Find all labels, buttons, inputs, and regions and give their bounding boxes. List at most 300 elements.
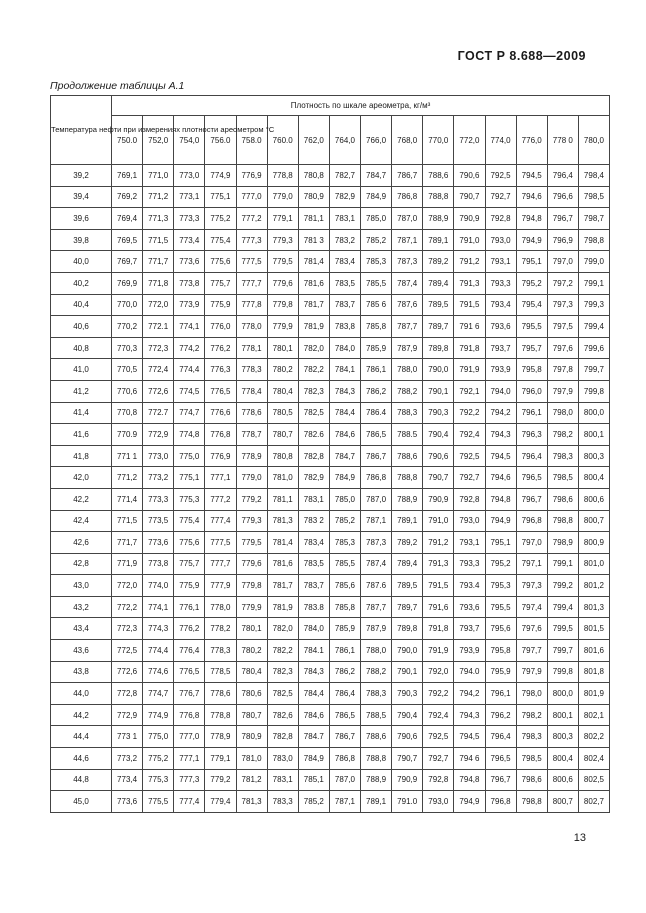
density-cell: 779,5 <box>236 532 267 554</box>
temperature-cell: 42,4 <box>51 510 112 532</box>
density-cell: 791,9 <box>454 359 485 381</box>
density-cell: 769,2 <box>112 186 143 208</box>
density-column-header: 768,0 <box>392 116 423 165</box>
density-cell: 794,9 <box>485 510 516 532</box>
density-cell: 801,0 <box>578 553 609 575</box>
density-cell: 774,7 <box>143 683 174 705</box>
table-row <box>51 532 610 554</box>
density-cell: 779,8 <box>267 294 298 316</box>
density-cell: 801,8 <box>578 661 609 683</box>
density-cell: 775,3 <box>174 488 205 510</box>
density-cell: 773,9 <box>174 294 205 316</box>
density-cell: 792,5 <box>423 726 454 748</box>
density-column-header: 780,0 <box>578 116 609 165</box>
density-cell: 774,9 <box>143 704 174 726</box>
density-cell: 792,5 <box>454 445 485 467</box>
density-cell: 789,1 <box>361 791 392 813</box>
density-cell: 793,6 <box>454 596 485 618</box>
density-cell: 786,1 <box>329 640 360 662</box>
density-cell: 776,9 <box>236 165 267 187</box>
density-cell: 789,4 <box>423 272 454 294</box>
density-cell: 784,9 <box>329 467 360 489</box>
density-cell: 785,0 <box>361 208 392 230</box>
density-cell: 790,1 <box>392 661 423 683</box>
density-cell: 774,0 <box>143 575 174 597</box>
density-cell: 786,8 <box>361 467 392 489</box>
density-cell: 799,5 <box>547 618 578 640</box>
table-row <box>51 467 610 489</box>
temperature-cell: 44,4 <box>51 726 112 748</box>
density-cell: 780,1 <box>236 618 267 640</box>
density-cell: 792,8 <box>423 769 454 791</box>
density-cell: 784,7 <box>329 445 360 467</box>
density-cell: 791,3 <box>454 272 485 294</box>
density-cell: 790,3 <box>423 402 454 424</box>
table-row <box>51 791 610 813</box>
density-cell: 773,2 <box>143 467 174 489</box>
density-cell: 786,2 <box>329 661 360 683</box>
table-row <box>51 640 610 662</box>
density-cell: 798,8 <box>578 229 609 251</box>
density-cell: 777,0 <box>236 186 267 208</box>
density-cell: 778,3 <box>236 359 267 381</box>
density-cell: 800,6 <box>547 769 578 791</box>
density-cell: 772,3 <box>143 337 174 359</box>
density-cell: 796,1 <box>516 402 547 424</box>
density-cell: 792,0 <box>423 661 454 683</box>
density-cell: 788,2 <box>361 661 392 683</box>
density-cell: 782,9 <box>298 467 329 489</box>
density-cell: 773,8 <box>143 553 174 575</box>
density-cell: 785,5 <box>361 272 392 294</box>
density-column-header: 758.0 <box>236 116 267 165</box>
density-cell: 775,4 <box>205 229 236 251</box>
density-cell: 790,6 <box>454 165 485 187</box>
density-cell: 797,9 <box>516 661 547 683</box>
density-cell: 796,9 <box>547 229 578 251</box>
page-number: 13 <box>573 832 586 844</box>
density-cell: 776,2 <box>205 337 236 359</box>
density-cell: 786.4 <box>361 402 392 424</box>
density-cell: 795,7 <box>516 337 547 359</box>
density-cell: 792,7 <box>423 748 454 770</box>
density-cell: 771,5 <box>143 229 174 251</box>
density-cell: 780,6 <box>236 683 267 705</box>
density-cell: 798,5 <box>516 748 547 770</box>
density-cell: 780,8 <box>298 165 329 187</box>
density-cell: 795,4 <box>516 294 547 316</box>
density-cell: 775,1 <box>205 186 236 208</box>
density-cell: 780,7 <box>236 704 267 726</box>
density-cell: 771 1 <box>112 445 143 467</box>
density-cell: 783,5 <box>329 272 360 294</box>
density-cell: 789,7 <box>392 596 423 618</box>
density-cell: 782,0 <box>298 337 329 359</box>
density-cell: 798,9 <box>547 532 578 554</box>
density-cell: 778,8 <box>205 704 236 726</box>
density-cell: 781,0 <box>267 467 298 489</box>
density-cell: 794,6 <box>516 186 547 208</box>
density-cell: 797,6 <box>516 618 547 640</box>
density-cell: 771,5 <box>112 510 143 532</box>
density-cell: 777,5 <box>205 532 236 554</box>
density-cell: 790,9 <box>454 208 485 230</box>
density-cell: 791 6 <box>454 316 485 338</box>
density-cell: 794,3 <box>485 424 516 446</box>
density-cell: 783.8 <box>298 596 329 618</box>
density-cell: 795,1 <box>516 251 547 273</box>
density-cell: 798,8 <box>516 791 547 813</box>
density-cell: 790,0 <box>423 359 454 381</box>
density-cell: 797,6 <box>547 337 578 359</box>
density-cell: 776,5 <box>174 661 205 683</box>
table-row <box>51 704 610 726</box>
density-cell: 802,7 <box>578 791 609 813</box>
density-cell: 799,1 <box>578 272 609 294</box>
density-cell: 788,0 <box>392 359 423 381</box>
density-cell: 801,3 <box>578 596 609 618</box>
density-cell: 793,3 <box>485 272 516 294</box>
density-cell: 779,5 <box>267 251 298 273</box>
density-column-header: 756.0 <box>205 116 236 165</box>
density-column-header: 750.0 <box>112 116 143 165</box>
density-cell: 799,7 <box>578 359 609 381</box>
density-cell: 799,3 <box>578 294 609 316</box>
density-cell: 773,8 <box>174 272 205 294</box>
density-cell: 789,4 <box>392 553 423 575</box>
density-cell: 794,5 <box>516 165 547 187</box>
density-cell: 775,5 <box>143 791 174 813</box>
density-cell: 788,8 <box>423 186 454 208</box>
density-cell: 794,6 <box>485 467 516 489</box>
density-cell: 778,7 <box>236 424 267 446</box>
density-cell: 780,4 <box>236 661 267 683</box>
density-cell: 775,4 <box>174 510 205 532</box>
density-cell: 800,4 <box>578 467 609 489</box>
density-cell: 793.4 <box>454 575 485 597</box>
density-cell: 797,0 <box>516 532 547 554</box>
temperature-cell: 40,4 <box>51 294 112 316</box>
density-cell: 781,1 <box>267 488 298 510</box>
density-cell: 784,1 <box>329 359 360 381</box>
density-cell: 776,8 <box>174 704 205 726</box>
density-cell: 795,8 <box>485 640 516 662</box>
density-cell: 781,2 <box>236 769 267 791</box>
density-cell: 796,8 <box>516 510 547 532</box>
density-cell: 782,2 <box>267 640 298 662</box>
table-row <box>51 575 610 597</box>
density-cell: 799,7 <box>547 640 578 662</box>
density-cell: 772,6 <box>112 661 143 683</box>
density-cell: 784,3 <box>298 661 329 683</box>
density-column-header: 760.0 <box>267 116 298 165</box>
density-cell: 779,2 <box>205 769 236 791</box>
density-cell: 786,7 <box>329 726 360 748</box>
density-cell: 790,4 <box>392 704 423 726</box>
density-cell: 790,7 <box>454 186 485 208</box>
density-cell: 781,3 <box>267 510 298 532</box>
density-cell: 771,7 <box>143 251 174 273</box>
density-cell: 788,9 <box>392 488 423 510</box>
density-cell: 773,3 <box>174 208 205 230</box>
density-cell: 785,5 <box>329 553 360 575</box>
density-cell: 794,0 <box>485 380 516 402</box>
density-cell: 770,5 <box>112 359 143 381</box>
density-cell: 800,3 <box>578 445 609 467</box>
density-cell: 790,3 <box>392 683 423 705</box>
density-cell: 786,8 <box>329 748 360 770</box>
density-cell: 781,7 <box>267 575 298 597</box>
density-cell: 788,6 <box>423 165 454 187</box>
density-cell: 782,8 <box>267 726 298 748</box>
density-cell: 775,0 <box>143 726 174 748</box>
density-cell: 784,6 <box>298 704 329 726</box>
density-cell: 795,6 <box>485 618 516 640</box>
density-cell: 798,7 <box>578 208 609 230</box>
density-cell: 783,7 <box>329 294 360 316</box>
density-cell: 779,3 <box>267 229 298 251</box>
density-cell: 770.9 <box>112 424 143 446</box>
density-cell: 779,0 <box>267 186 298 208</box>
temperature-cell: 40,6 <box>51 316 112 338</box>
density-cell: 798,6 <box>547 488 578 510</box>
density-cell: 770,8 <box>112 402 143 424</box>
density-cell: 782,6 <box>267 704 298 726</box>
density-cell: 786,2 <box>361 380 392 402</box>
density-cell: 799,4 <box>547 596 578 618</box>
density-cell: 778,5 <box>205 661 236 683</box>
density-cell: 801,6 <box>578 640 609 662</box>
density-cell: 788,9 <box>423 208 454 230</box>
density-cell: 788,8 <box>361 748 392 770</box>
density-cell: 796,7 <box>547 208 578 230</box>
density-column-header: 754,0 <box>174 116 205 165</box>
density-cell: 793,9 <box>454 640 485 662</box>
density-cell: 797,4 <box>516 596 547 618</box>
density-cell: 791.0 <box>392 791 423 813</box>
density-cell: 798,2 <box>516 704 547 726</box>
density-cell: 792,2 <box>454 402 485 424</box>
density-cell: 783,2 <box>329 229 360 251</box>
density-cell: 782,3 <box>267 661 298 683</box>
density-cell: 796,7 <box>485 769 516 791</box>
density-cell: 787,4 <box>361 553 392 575</box>
density-cell: 790,6 <box>423 445 454 467</box>
density-cell: 794.0 <box>454 661 485 683</box>
density-cell: 787,7 <box>361 596 392 618</box>
density-cell: 783,1 <box>329 208 360 230</box>
density-cell: 796,3 <box>516 424 547 446</box>
density-cell: 774,1 <box>143 596 174 618</box>
density-cell: 772,9 <box>143 424 174 446</box>
density-cell: 788,6 <box>392 445 423 467</box>
density-cell: 778,2 <box>205 618 236 640</box>
density-cell: 778,8 <box>267 165 298 187</box>
density-cell: 792,2 <box>423 683 454 705</box>
density-cell: 772.7 <box>143 402 174 424</box>
density-cell: 786,5 <box>361 424 392 446</box>
density-cell: 785,9 <box>361 337 392 359</box>
density-column-header: 766,0 <box>361 116 392 165</box>
density-cell: 798,2 <box>547 424 578 446</box>
density-cell: 786,8 <box>392 186 423 208</box>
temperature-cell: 41,8 <box>51 445 112 467</box>
density-cell: 796,8 <box>485 791 516 813</box>
density-cell: 783,4 <box>298 532 329 554</box>
density-cell: 777,4 <box>205 510 236 532</box>
table-row <box>51 596 610 618</box>
density-cell: 790,9 <box>423 488 454 510</box>
density-cell: 797,0 <box>547 251 578 273</box>
density-cell: 776,8 <box>205 424 236 446</box>
density-cell: 778,1 <box>236 337 267 359</box>
density-cell: 802,5 <box>578 769 609 791</box>
density-cell: 775,3 <box>143 769 174 791</box>
density-cell: 790,1 <box>423 380 454 402</box>
density-cell: 781,6 <box>267 553 298 575</box>
density-cell: 780,9 <box>298 186 329 208</box>
density-cell: 781,7 <box>298 294 329 316</box>
density-cell: 784,4 <box>298 683 329 705</box>
density-cell: 788.5 <box>392 424 423 446</box>
density-cell: 789,1 <box>392 510 423 532</box>
density-cell: 782,5 <box>267 683 298 705</box>
density-cell: 777,9 <box>205 575 236 597</box>
density-cell: 784,9 <box>361 186 392 208</box>
density-cell: 786,7 <box>392 165 423 187</box>
temperature-cell: 43,0 <box>51 575 112 597</box>
density-cell: 777,3 <box>174 769 205 791</box>
density-cell: 794,9 <box>454 791 485 813</box>
density-cell: 788,0 <box>361 640 392 662</box>
density-columns-row <box>51 116 610 165</box>
density-cell: 800,3 <box>547 726 578 748</box>
density-cell: 775,7 <box>174 553 205 575</box>
density-cell: 776,6 <box>205 402 236 424</box>
density-cell: 785,3 <box>361 251 392 273</box>
density-cell: 792,1 <box>454 380 485 402</box>
density-cell: 792,8 <box>485 208 516 230</box>
density-cell: 793,1 <box>454 532 485 554</box>
temperature-cell: 40,8 <box>51 337 112 359</box>
density-cell: 789,7 <box>423 316 454 338</box>
density-cell: 781,1 <box>298 208 329 230</box>
density-cell: 777,8 <box>236 294 267 316</box>
density-cell: 796,6 <box>547 186 578 208</box>
density-cell: 785,6 <box>329 575 360 597</box>
density-cell: 797,7 <box>516 640 547 662</box>
density-cell: 790,7 <box>392 748 423 770</box>
density-cell: 774,8 <box>174 424 205 446</box>
density-cell: 801,5 <box>578 618 609 640</box>
density-cell: 777,3 <box>236 229 267 251</box>
density-cell: 789,1 <box>423 229 454 251</box>
density-cell: 779,2 <box>236 488 267 510</box>
density-cell: 792,7 <box>454 467 485 489</box>
density-cell: 769,5 <box>112 229 143 251</box>
density-cell: 771,4 <box>112 488 143 510</box>
density-cell: 775,9 <box>205 294 236 316</box>
density-cell: 777,2 <box>236 208 267 230</box>
density-cell: 796,5 <box>516 467 547 489</box>
density-cell: 774,3 <box>143 618 174 640</box>
table-row <box>51 229 610 251</box>
density-cell: 793,6 <box>485 316 516 338</box>
density-cell: 795,2 <box>516 272 547 294</box>
density-cell: 773,6 <box>174 251 205 273</box>
table-row <box>51 294 610 316</box>
density-cell: 792,8 <box>454 488 485 510</box>
density-cell: 797,5 <box>547 316 578 338</box>
density-cell: 776,7 <box>174 683 205 705</box>
density-cell: 782,8 <box>298 445 329 467</box>
density-cell: 779,9 <box>267 316 298 338</box>
density-cell: 774,1 <box>174 316 205 338</box>
density-cell: 788,3 <box>392 402 423 424</box>
table-row <box>51 510 610 532</box>
density-cell: 799,1 <box>547 553 578 575</box>
density-cell: 788,2 <box>392 380 423 402</box>
density-cell: 781,4 <box>298 251 329 273</box>
density-cell: 791,3 <box>423 553 454 575</box>
density-cell: 794,3 <box>454 704 485 726</box>
density-cell: 783,8 <box>329 316 360 338</box>
density-column-header: 752,0 <box>143 116 174 165</box>
density-cell: 778,0 <box>236 316 267 338</box>
density-cell: 778,4 <box>236 380 267 402</box>
density-cell: 775,6 <box>205 251 236 273</box>
density-cell: 790,9 <box>392 769 423 791</box>
density-cell: 772,3 <box>112 618 143 640</box>
density-cell: 797,8 <box>547 359 578 381</box>
density-cell: 793,0 <box>485 229 516 251</box>
table-row <box>51 208 610 230</box>
density-cell: 777,7 <box>205 553 236 575</box>
density-cell: 795,8 <box>516 359 547 381</box>
density-cell: 773,1 <box>174 186 205 208</box>
density-cell: 791,0 <box>454 229 485 251</box>
density-cell: 796,0 <box>516 380 547 402</box>
density-cell: 780,9 <box>236 726 267 748</box>
density-cell: 789,2 <box>423 251 454 273</box>
density-cell: 774,4 <box>143 640 174 662</box>
density-cell: 789,8 <box>392 618 423 640</box>
density-cell: 796,4 <box>516 445 547 467</box>
density-cell: 787,1 <box>361 510 392 532</box>
table-row <box>51 424 610 446</box>
density-cell: 794,8 <box>454 769 485 791</box>
density-cell: 791,6 <box>423 596 454 618</box>
density-cell: 787,4 <box>392 272 423 294</box>
density-column-header: 764,0 <box>329 116 360 165</box>
temperature-cell: 41,4 <box>51 402 112 424</box>
temperature-cell: 39,6 <box>51 208 112 230</box>
table-row <box>51 726 610 748</box>
density-cell: 775,7 <box>205 272 236 294</box>
density-cell: 773,3 <box>143 488 174 510</box>
density-cell: 770,2 <box>112 316 143 338</box>
density-cell: 773,0 <box>174 165 205 187</box>
density-cell: 792,7 <box>485 186 516 208</box>
density-cell: 774,2 <box>174 337 205 359</box>
density-cell: 782,3 <box>298 380 329 402</box>
table-caption: Продолжение таблицы А.1 <box>50 80 185 92</box>
density-cell: 782,0 <box>267 618 298 640</box>
density-cell: 780,5 <box>267 402 298 424</box>
density-cell: 781,9 <box>298 316 329 338</box>
density-cell: 782,9 <box>329 186 360 208</box>
density-group-header: Плотность по шкале ареометра, кг/м³ <box>112 96 610 116</box>
